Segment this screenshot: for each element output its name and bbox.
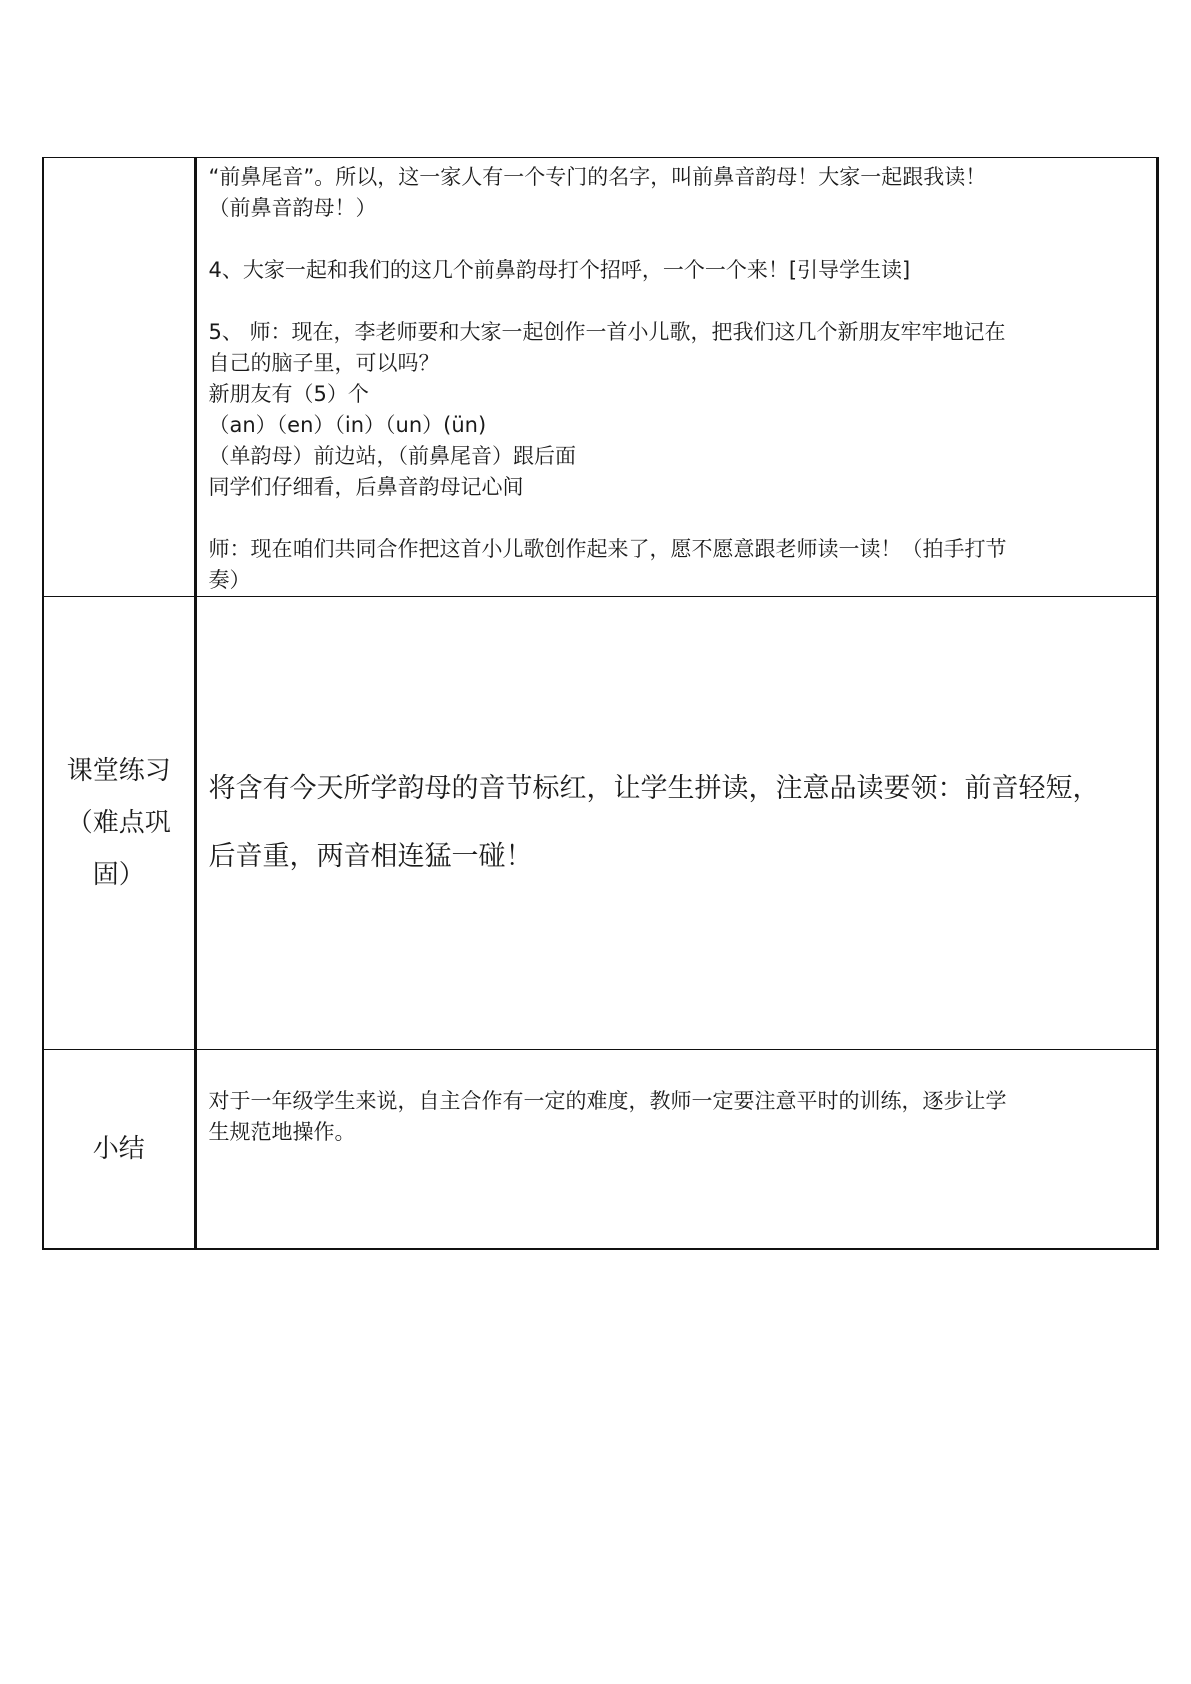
label-line: （难点巩 [66,808,171,838]
label-line: 课堂练习 [66,756,171,786]
practice-content-cell [195,597,1157,1050]
row-label-empty [43,158,195,597]
text-line: （an）（en）（in）（un）(ün) [208,413,487,437]
text-line: 后音重，两音相连猛一碰！ [208,841,533,872]
practice-label [44,745,194,901]
activity-content-cell [195,158,1157,597]
text-line: 5、 师：现在，李老师要和大家一起创作一首小儿歌，把我们这几个新朋友牢牢地记在 [208,320,1006,344]
table-row-activity [43,158,1157,597]
text-line: 对于一年级学生来说，自主合作有一定的难度，教师一定要注意平时的训练，逐步让学 [208,1089,1007,1113]
practice-content [197,755,1156,891]
summary-content [197,1050,1156,1148]
text-line: “前鼻尾音”。所以，这一家人有一个专门的名字，叫前鼻音韵母！大家一起跟我读！ [208,165,987,189]
summary-content-cell [195,1050,1157,1249]
table-row-summary [43,1050,1157,1249]
summary-label-cell [43,1050,195,1249]
text-line: 生规范地操作。 [208,1120,356,1144]
text-line: 奏） [208,568,251,592]
text-line: 将含有今天所学韵母的音节标红，让学生拼读，注意品读要领：前音轻短， [208,773,1100,804]
text-line: 新朋友有（5）个 [208,382,369,406]
text-line: 自己的脑子里，可以吗？ [208,351,440,375]
table-row-practice [43,597,1157,1050]
activity-content [197,158,1156,596]
text-line: （前鼻音韵母！） [208,196,377,220]
practice-label-cell [43,597,195,1050]
text-line: 4、大家一起和我们的这几个前鼻韵母打个招呼，一个一个来！[引导学生读] [208,258,911,282]
summary-label: 小结 [92,1133,145,1164]
text-line: 师：现在咱们共同合作把这首小儿歌创作起来了，愿不愿意跟老师读一读！（拍手打节 [208,537,1007,561]
text-line: （单韵母）前边站，（前鼻尾音）跟后面 [208,444,576,468]
lesson-plan-table [42,157,1159,1250]
text-line: 同学们仔细看，后鼻音韵母记心间 [208,475,524,499]
label-line: 固） [92,860,145,890]
